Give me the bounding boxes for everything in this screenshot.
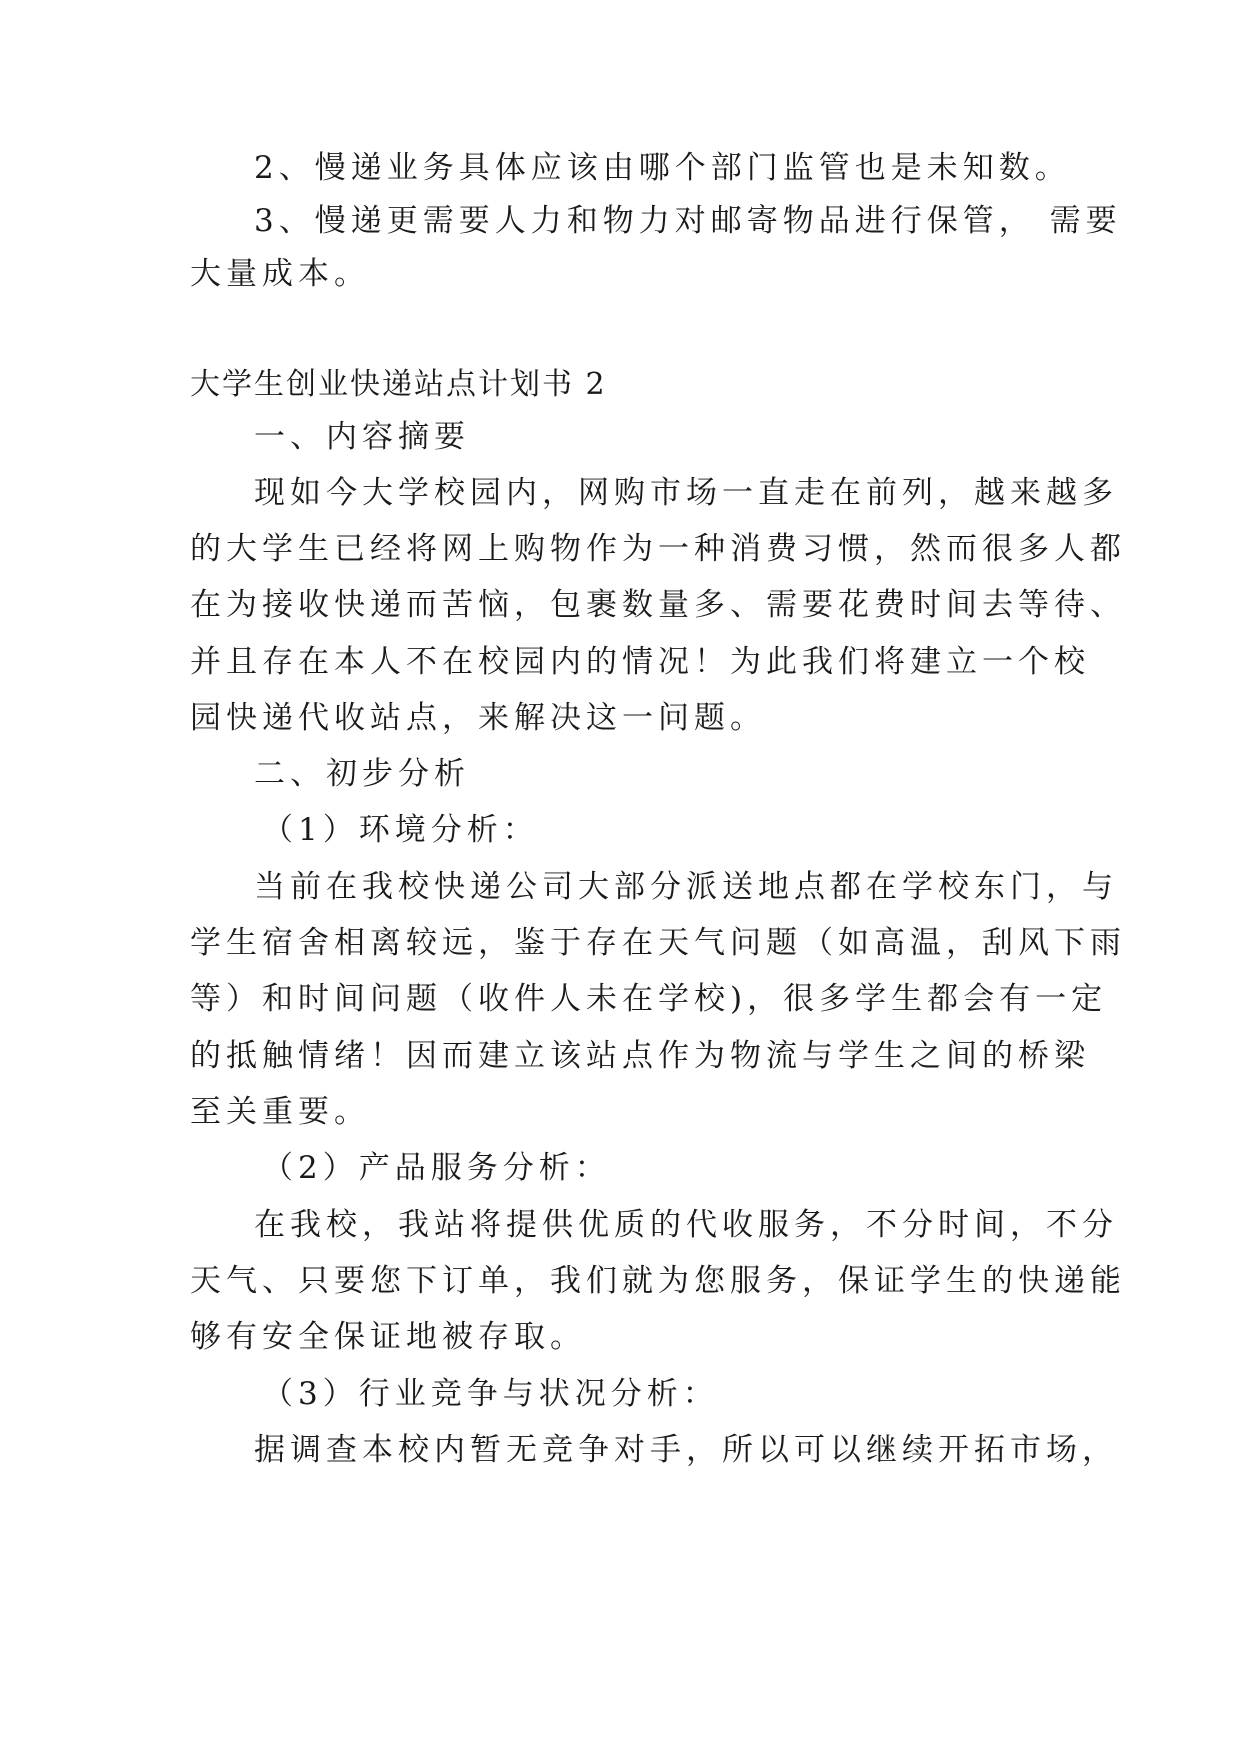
paragraph-line: 并且存在本人不在校园内的情况！为此我们将建立一个校 — [190, 644, 1090, 680]
paragraph-line: 的抵触情绪！因而建立该站点作为物流与学生之间的桥梁 — [190, 1038, 1090, 1074]
paragraph-line: 天气、只要您下订单，我们就为您服务，保证学生的快递能 — [190, 1263, 1126, 1299]
paragraph-line: 现如今大学校园内，网购市场一直走在前列，越来越多 — [254, 475, 1118, 511]
paragraph-line: 2、慢递业务具体应该由哪个部门监管也是未知数。 — [254, 150, 1071, 186]
section-heading: 二、初步分析 — [254, 756, 470, 792]
paragraph-line: 大量成本。 — [190, 256, 370, 292]
paragraph-line: 园快递代收站点，来解决这一问题。 — [190, 700, 766, 736]
subsection-heading: （1）环境分析： — [262, 812, 539, 848]
paragraph-line: 当前在我校快递公司大部分派送地点都在学校东门，与 — [254, 869, 1118, 905]
section-title: 大学生创业快递站点计划书 2 — [190, 367, 607, 402]
paragraph-line: 至关重要。 — [190, 1094, 370, 1130]
paragraph-line: 等）和时间问题（收件人未在学校)，很多学生都会有一定 — [190, 981, 1108, 1017]
paragraph-line: 3、慢递更需要人力和物力对邮寄物品进行保管， 需要 — [254, 203, 1122, 239]
paragraph-line: 在为接收快递而苦恼，包裹数量多、需要花费时间去等待、 — [190, 587, 1126, 623]
paragraph-line: 学生宿舍相离较远，鉴于存在天气问题（如高温，刮风下雨 — [190, 925, 1126, 961]
subsection-heading: （3）行业竞争与状况分析： — [262, 1376, 719, 1412]
paragraph-line: 的大学生已经将网上购物作为一种消费习惯，然而很多人都 — [190, 531, 1126, 567]
paragraph-line: 在我校，我站将提供优质的代收服务，不分时间，不分 — [254, 1207, 1118, 1243]
subsection-heading: （2）产品服务分析： — [262, 1150, 611, 1186]
paragraph-line: 据调查本校内暂无竞争对手，所以可以继续开拓市场， — [254, 1432, 1118, 1468]
section-heading: 一、内容摘要 — [254, 419, 470, 455]
paragraph-line: 够有安全保证地被存取。 — [190, 1319, 586, 1355]
